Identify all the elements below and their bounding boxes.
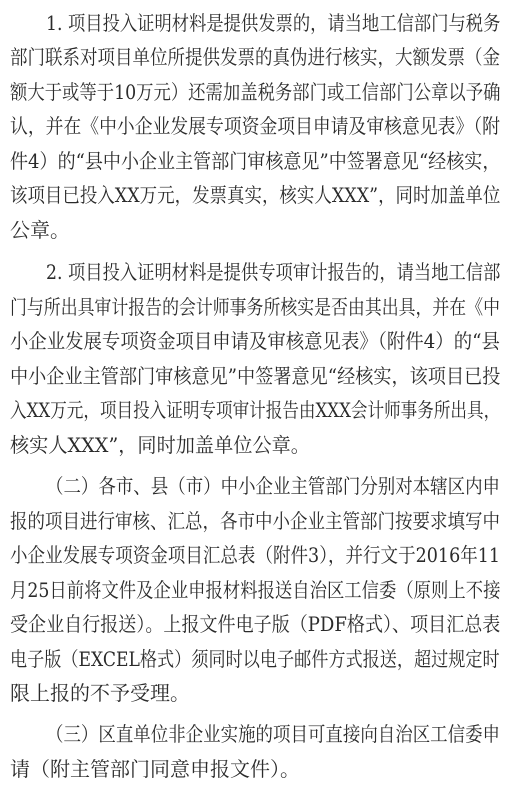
paragraph-1-line-4: 认，并在《中小企业发展专项资金项目申请及审核意见表》（附 (10, 114, 500, 138)
paragraph-2-line-3: 小企业发展专项资金项目申请及审核意见表》（附件4）的“县 (10, 329, 500, 353)
paragraph-2-line-1: 2. 项目投入证明材料是提供专项审计报告的，请当地工信部 (46, 260, 501, 284)
paragraph-3-line-1: （二）各市、县（市）中小企业主管部门分别对本辖区内申 (46, 474, 501, 498)
paragraph-2-line-6: 核实人XXX”，同时加盖单位公章。 (10, 433, 310, 457)
paragraph-2-line-4: 中小企业主管部门审核意见”中签署意见“经核实，该项目已投 (10, 364, 501, 388)
paragraph-2-line-2: 门与所出具审计报告的会计师事务所核实是否由其出具，并在《中 (10, 295, 500, 319)
paragraph-4-line-2: 请（附主管部门同意申报文件）。 (10, 757, 300, 781)
paragraph-3-line-6: 电子版（EXCEL格式）须同时以电子邮件方式报送，超过规定时 (10, 647, 500, 671)
paragraph-2-line-5: 入XX万元，项目投入证明专项审计报告由XXX会计师事务所出具， (10, 398, 501, 422)
paragraph-1-line-6: 该项目已投入XX万元，发票真实，核实人XXX”，同时加盖单位 (10, 183, 501, 207)
paragraph-3-line-5: 受企业自行报送）。上报文件电子版（PDF格式）、项目汇总表 (10, 612, 501, 636)
paragraph-4-line-1: （三）区直单位非企业实施的项目可直接向自治区工信委申 (46, 722, 501, 746)
paragraph-3-line-4: 月25日前将文件及企业申报材料报送自治区工信委（原则上不接 (10, 578, 501, 602)
paragraph-1-line-7: 公章。 (10, 218, 70, 242)
paragraph-3-line-7: 限上报的不予受理。 (10, 681, 190, 705)
paragraph-1-line-1: 1. 项目投入证明材料是提供发票的，请当地工信部门与税务 (46, 11, 501, 35)
paragraph-1-line-5: 件4）的“县中小企业主管部门审核意见”中签署意见“经核实， (10, 149, 501, 173)
paragraph-1-line-3: 额大于或等于10万元）还需加盖税务部门或工信部门公章以予确 (10, 80, 501, 104)
paragraph-3-line-3: 小企业发展专项资金项目汇总表（附件3），并行文于2016年11 (10, 543, 501, 567)
paragraph-3-line-2: 报的项目进行审核、汇总，各市中小企业主管部门按要求填写中 (10, 509, 500, 533)
paragraph-1-line-2: 部门联系对项目单位所提供发票的真伪进行核实，大额发票（金 (10, 45, 500, 69)
